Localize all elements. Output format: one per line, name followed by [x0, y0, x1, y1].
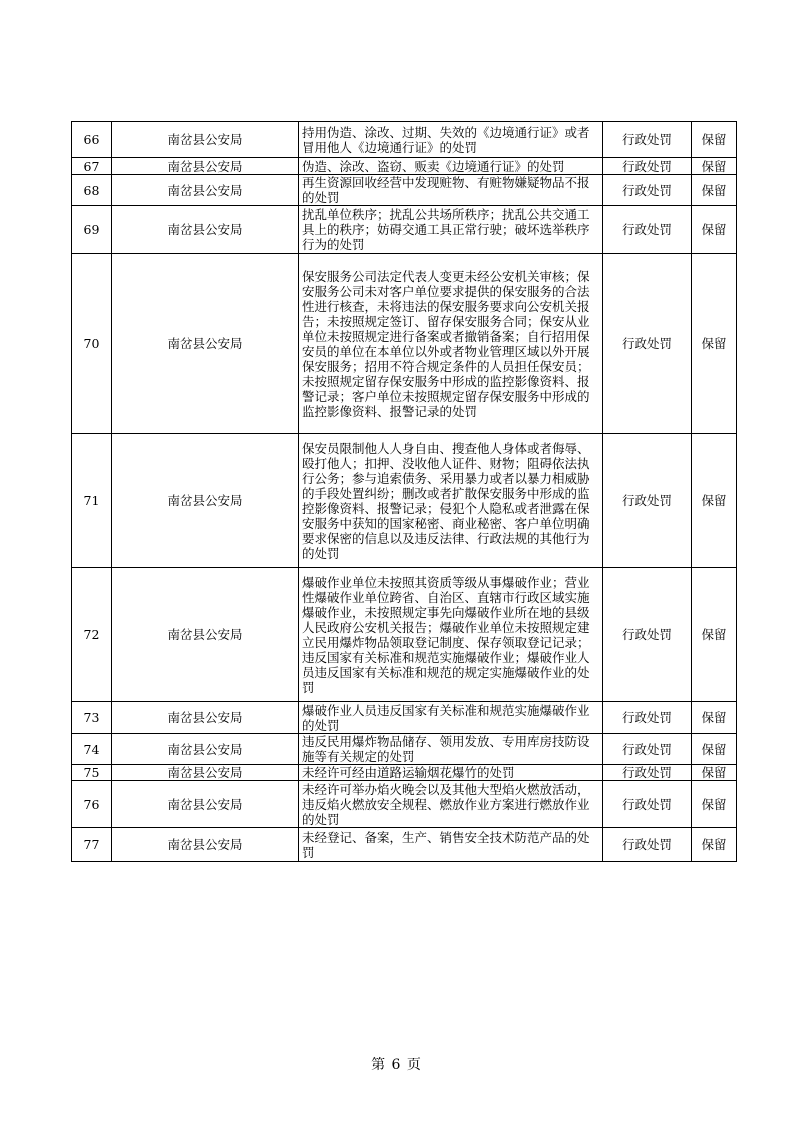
row-power-type: 行政处罚 [603, 254, 692, 434]
row-number: 66 [72, 122, 112, 158]
row-status: 保留 [692, 122, 737, 158]
row-number: 68 [72, 175, 112, 206]
row-status: 保留 [692, 765, 737, 781]
row-power-name: 未经许可举办焰火晚会以及其他大型焰火燃放活动，违反焰火燃放安全规程、燃放作业方案进行燃放作业的处罚 [299, 781, 603, 828]
table-row [72, 122, 737, 158]
row-power-name: 违反民用爆炸物品储存、领用发放、专用库房技防设施等有关规定的处罚 [299, 734, 603, 765]
row-power-type: 行政处罚 [603, 568, 692, 702]
row-power-name: 未经登记、备案，生产、销售安全技术防范产品的处罚 [299, 828, 603, 862]
table-row [72, 158, 737, 175]
row-power-name: 再生资源回收经营中发现赃物、有赃物嫌疑物品不报的处罚 [299, 175, 603, 206]
row-status: 保留 [692, 206, 737, 254]
row-power-type: 行政处罚 [603, 175, 692, 206]
row-status: 保留 [692, 568, 737, 702]
row-status: 保留 [692, 434, 737, 568]
row-status: 保留 [692, 781, 737, 828]
row-department: 南岔县公安局 [112, 702, 299, 734]
row-power-name: 扰乱单位秩序；扰乱公共场所秩序；扰乱公共交通工具上的秩序；妨碍交通工具正常行驶；破坏选举秩序行为的处罚 [299, 206, 603, 254]
table-row [72, 734, 737, 765]
row-department: 南岔县公安局 [112, 734, 299, 765]
row-department: 南岔县公安局 [112, 206, 299, 254]
table-row [72, 206, 737, 254]
table-row [72, 828, 737, 862]
table-row [72, 568, 737, 702]
table-row [72, 765, 737, 781]
row-department: 南岔县公安局 [112, 765, 299, 781]
row-power-name: 爆破作业人员违反国家有关标准和规范实施爆破作业的处罚 [299, 702, 603, 734]
page-number: 第 6 页 [371, 1057, 422, 1073]
row-power-type: 行政处罚 [603, 122, 692, 158]
row-power-type: 行政处罚 [603, 765, 692, 781]
row-power-type: 行政处罚 [603, 158, 692, 175]
row-number: 69 [72, 206, 112, 254]
row-number: 67 [72, 158, 112, 175]
table-row [72, 254, 737, 434]
row-power-name: 保安员限制他人人身自由、搜查他人身体或者侮辱、殴打他人；扣押、没收他人证件、财物；阻碍依法执行公务；参与追索债务、采用暴力或者以暴力相威胁的手段处置纠纷；删改或者扩散保安服务中形成的监控影像资料、报警记录；侵犯个人隐私或者泄露在保安服务中获知的国家秘密、商业秘密、客户单位明确要求保密的信息以及违反法律、行政法规的其他行为的处罚 [299, 434, 603, 568]
table-row [72, 175, 737, 206]
row-department: 南岔县公安局 [112, 175, 299, 206]
row-department: 南岔县公安局 [112, 122, 299, 158]
row-power-type: 行政处罚 [603, 702, 692, 734]
table-row [72, 434, 737, 568]
row-number: 73 [72, 702, 112, 734]
row-status: 保留 [692, 828, 737, 862]
row-department: 南岔县公安局 [112, 254, 299, 434]
row-status: 保留 [692, 175, 737, 206]
row-department: 南岔县公安局 [112, 568, 299, 702]
row-number: 76 [72, 781, 112, 828]
row-power-name: 爆破作业单位未按照其资质等级从事爆破作业；营业性爆破作业单位跨省、自治区、直辖市行政区域实施爆破作业，未按照规定事先向爆破作业所在地的县级人民政府公安机关报告；爆破作业单位未按照规定建立民用爆炸物品领取登记制度、保存领取登记记录；违反国家有关标准和规范实施爆破作业；爆破作业人员违反国家有关标准和规范的规定实施爆破作业的处罚 [299, 568, 603, 702]
row-power-name: 伪造、涂改、盗窃、贩卖《边境通行证》的处罚 [299, 158, 603, 175]
row-number: 71 [72, 434, 112, 568]
row-power-type: 行政处罚 [603, 781, 692, 828]
row-power-name: 保安服务公司法定代表人变更未经公安机关审核；保安服务公司未对客户单位要求提供的保安服务的合法性进行核查，未将违法的保安服务要求向公安机关报告；未按照规定签订、留存保安服务合同；保安从业单位未按照规定进行备案或者撤销备案；自行招用保安员的单位在本单位以外或者物业管理区域以外开展保安服务；招用不符合规定条件的人员担任保安员；未按照规定留存保安服务中形成的监控影像资料、报警记录；客户单位未按照规定留存保安服务中形成的监控影像资料、报警记录的处罚 [299, 254, 603, 434]
row-power-name: 持用伪造、涂改、过期、失效的《边境通行证》或者冒用他人《边境通行证》的处罚 [299, 122, 603, 158]
row-number: 72 [72, 568, 112, 702]
row-status: 保留 [692, 254, 737, 434]
row-status: 保留 [692, 158, 737, 175]
row-department: 南岔县公安局 [112, 781, 299, 828]
row-number: 70 [72, 254, 112, 434]
row-power-type: 行政处罚 [603, 828, 692, 862]
row-power-type: 行政处罚 [603, 206, 692, 254]
table-body [72, 122, 737, 862]
row-department: 南岔县公安局 [112, 828, 299, 862]
row-number: 77 [72, 828, 112, 862]
row-number: 74 [72, 734, 112, 765]
row-status: 保留 [692, 702, 737, 734]
row-department: 南岔县公安局 [112, 434, 299, 568]
row-number: 75 [72, 765, 112, 781]
row-power-name: 未经许可经由道路运输烟花爆竹的处罚 [299, 765, 603, 781]
power-list-table [71, 121, 737, 862]
row-power-type: 行政处罚 [603, 734, 692, 765]
row-status: 保留 [692, 734, 737, 765]
table-row [72, 702, 737, 734]
row-power-type: 行政处罚 [603, 434, 692, 568]
table-row [72, 781, 737, 828]
row-department: 南岔县公安局 [112, 158, 299, 175]
